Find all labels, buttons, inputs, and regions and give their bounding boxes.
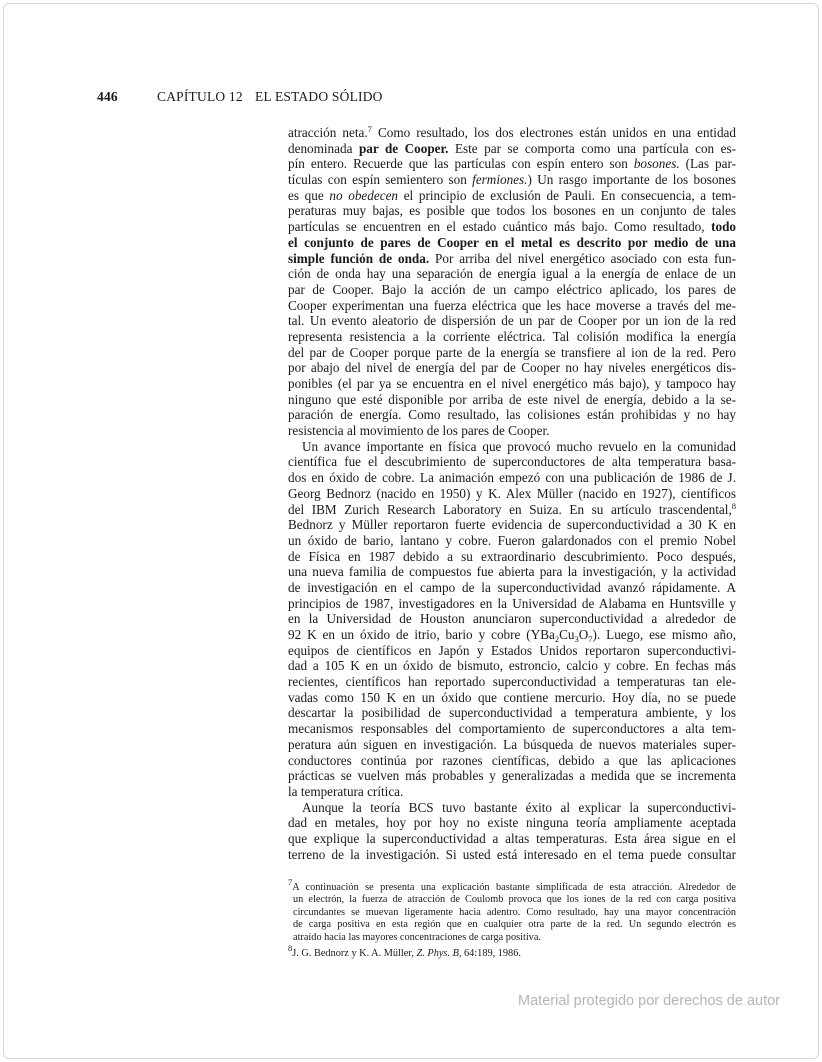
- italic-text: fermiones.: [472, 172, 528, 188]
- text-run: O: [578, 627, 589, 642]
- text-line: [288, 705, 736, 721]
- text-line: [288, 784, 736, 800]
- text-run: científica fue el descubrimiento de superconductores de alta temperatura basa-: [288, 454, 736, 470]
- text-run: de investigación en el campo de la superconductividad avanzó rápidamente. A: [288, 579, 736, 595]
- text-run: atracción neta.: [288, 125, 368, 140]
- text-run: mecanismos responsables del comportamiento de superconductores a alta tem-: [288, 721, 736, 737]
- text-run: principios de 1987, investigadores en la Universidad de Alabama en Huntsville y: [288, 595, 736, 611]
- text-line: [288, 611, 736, 627]
- text-line: [288, 454, 736, 470]
- text-line: [288, 627, 736, 643]
- subscript: 2: [554, 634, 560, 644]
- bold-text: el conjunto de pares de Cooper en el metal es descrito por medio de una: [288, 234, 736, 250]
- text-run: dos en óxido de cobre. La animación empezó con una publicación de 1986 de J.: [288, 470, 736, 486]
- text-line: [288, 282, 736, 298]
- body-text: [288, 125, 736, 862]
- text-run: atraído hacia las mayores concentraciones de carga positiva.: [293, 931, 541, 943]
- footnote-marker: 7: [288, 877, 293, 887]
- text-run: partículas se encuentren en el estado cuántico más bajo. Como resultado,: [288, 219, 712, 235]
- text-line: [288, 502, 736, 518]
- text-line: [288, 517, 736, 533]
- text-line: [288, 203, 736, 219]
- text-line: [288, 172, 736, 188]
- text-line: [288, 423, 736, 439]
- text-line: [288, 737, 736, 753]
- footnote-marker: 7: [367, 124, 372, 134]
- text-line: [288, 329, 736, 345]
- text-run: paración de energía. Como resultado, las colisiones están prohibidas y no hay: [288, 407, 736, 423]
- text-line: [288, 800, 736, 816]
- page-number: 446: [97, 89, 118, 104]
- text-run: representa resistencia a la corriente eléctrica. Tal colisión modifica la energía: [288, 328, 736, 344]
- subscript: 7: [588, 634, 593, 644]
- text-run: tículas con espín semientero son: [288, 172, 473, 188]
- text-line: [288, 690, 736, 706]
- text-run: del par de Cooper porque parte de la energía se transfiere al ion de la red. Pero: [288, 344, 736, 360]
- text-run: Bednorz y Müller reportaron fuerte evidencia de superconductividad a 30 K en: [288, 517, 736, 533]
- text-run: circundantes se muevan ligeramente hacia adentro. Como resultado, hay una mayor concentración: [293, 906, 736, 918]
- text-line: [288, 360, 736, 376]
- text-run: un óxido de bario, lantano y cobre. Fueron galardonados con el premio Nobel: [288, 532, 736, 548]
- text-line: [288, 376, 736, 392]
- text-line: [288, 219, 736, 235]
- text-line: [288, 156, 736, 172]
- text-run: un electrón, la fuerza de atracción de Coulomb provoca que los iones de la red con carga positiva: [293, 894, 736, 906]
- text-run: par de Cooper. Bajo la acción de un campo eléctrico aplicado, los pares de: [288, 281, 736, 297]
- text-run: ninguno que esté disponible por arriba de este nivel de energía, debido a la se-: [288, 391, 736, 407]
- footnote-line: [288, 894, 736, 906]
- text-line: [288, 549, 736, 565]
- text-run: Como resultado, los dos electrones están unidos en una entidad: [371, 125, 736, 140]
- text-run: A continuación se presenta una explicación bastante simplificada de esta atracción. Alrededor de: [292, 882, 736, 893]
- text-line: [288, 486, 736, 502]
- footnotes: [288, 877, 736, 960]
- text-run: del IBM Zurich Research Laboratory en Suiza. En su artículo trascendental,: [288, 501, 732, 517]
- text-run: recientes, científicos han reportado superconductividad a temperaturas tan ele-: [288, 674, 736, 690]
- text-line: [288, 721, 736, 737]
- bold-text: simple función de onda.: [288, 250, 430, 266]
- text-run: equipos de científicos en Japón y Estados Unidos reportaron superconductivi-: [288, 642, 736, 658]
- footnote-line: [288, 907, 736, 919]
- text-run: ). Luego, ese mismo año,: [592, 627, 736, 642]
- text-line: [288, 643, 736, 659]
- text-line: [288, 815, 736, 831]
- text-line: [288, 298, 736, 314]
- text-line: [288, 470, 736, 486]
- footnote-line: [288, 942, 736, 960]
- text-line: [288, 251, 736, 267]
- italic-text: Z. Phys. B,: [416, 947, 462, 959]
- text-run: ción de onda hay una separación de energía igual a la energía de enlace de un: [288, 266, 736, 282]
- text-line: [288, 580, 736, 596]
- bold-text: todo: [711, 219, 736, 235]
- text-run: de Física en 1987 debido a su extraordinario descubrimiento. Poco después,: [288, 548, 736, 564]
- text-line: [288, 266, 736, 282]
- text-run: J. G. Bednorz y K. A. Müller,: [292, 947, 417, 959]
- footnote-line: [288, 932, 736, 944]
- text-run: dad en metales, hoy por hoy no existe ninguna teoría ampliamente aceptada: [288, 815, 736, 831]
- text-run: es que: [288, 187, 330, 203]
- text-run: 92 K en un óxido de itrio, bario y cobre (YBa: [288, 627, 555, 642]
- italic-text: bosones.: [633, 156, 680, 172]
- text-line: [288, 831, 736, 847]
- text-run: el principio de exclusión de Pauli. En consecuencia, a tem-: [398, 187, 736, 203]
- text-run: terreno de la investigación. Si usted está interesado en el tema puede consultar: [288, 846, 736, 862]
- text-line: [288, 407, 736, 423]
- text-run: Este par se comporta como una partícula con es-: [448, 140, 736, 156]
- text-run: (Las par-: [679, 156, 736, 172]
- text-run: Por arriba del nivel energético asociado con esta fun-: [429, 250, 736, 266]
- text-run: tal. Un evento aleatorio de dispersión de un par de Cooper por un ion de la red: [288, 313, 736, 329]
- text-line: [288, 345, 736, 361]
- text-run: que explique la superconductividad a altas temperaturas. Esta área sigue en el: [288, 830, 736, 846]
- text-run: Cu: [559, 627, 575, 642]
- section-title: EL ESTADO SÓLIDO: [255, 89, 383, 104]
- text-run: por abajo del nivel de energía del par de Cooper no hay niveles energéticos dis-: [288, 360, 736, 376]
- text-line: [288, 564, 736, 580]
- text-line: [288, 141, 736, 157]
- footnote-marker: 8: [288, 942, 293, 953]
- text-run: la temperatura crítica.: [288, 783, 404, 799]
- text-run: conductores continúa por razones científicas, debido a que las aplicaciones: [288, 752, 736, 768]
- text-run: Aunque la teoría BCS tuvo bastante éxito al explicar la superconductivi-: [302, 799, 736, 815]
- text-line: [288, 674, 736, 690]
- italic-text: no obedecen: [329, 187, 399, 203]
- footnote-line: [288, 877, 736, 894]
- text-run: peraturas muy bajas, es posible que todos los bosones en un conjunto de tales: [288, 203, 736, 219]
- text-run: Georg Bednorz (nacido en 1950) y K. Alex Müller (nacido en 1927), científicos: [288, 485, 736, 501]
- text-line: [288, 658, 736, 674]
- text-run: de carga positiva en esta región que en cualquier otra parte de la red. Un segundo electrón es: [293, 919, 736, 931]
- chapter-label: CAPÍTULO 12: [157, 89, 243, 104]
- text-run: 64:189, 1986.: [461, 947, 521, 959]
- text-run: Un avance importante en física que provocó mucho revuelo en la comunidad: [302, 438, 736, 454]
- subscript: 3: [574, 634, 579, 644]
- text-run: en la Universidad de Houston anunciaron superconductividad a alrededor de: [288, 611, 736, 627]
- copyright-watermark: Material protegido por derechos de autor: [518, 993, 780, 1009]
- text-run: ponibles (el par ya se encuentra en el nivel energético más bajo), y tampoco hay: [288, 376, 736, 391]
- text-line: [288, 392, 736, 408]
- text-run: resistencia al movimiento de los pares de Cooper.: [288, 423, 550, 439]
- text-line: [288, 768, 736, 784]
- footnote-line: [288, 919, 736, 931]
- text-line: [288, 188, 736, 204]
- text-run: prácticas se vuelven más probables y generalizadas a medida que se incrementa: [288, 768, 736, 784]
- text-run: peratura aún siguen en investigación. La búsqueda de nuevos materiales super-: [288, 736, 736, 752]
- text-run: dad a 105 K en un óxido de bismuto, estroncio, calcio y cobre. En fechas más: [288, 658, 736, 674]
- text-line: [288, 596, 736, 612]
- text-run: pín entero. Recuerde que las partículas con espín entero son: [288, 156, 634, 172]
- text-line: [288, 313, 736, 329]
- footnote-marker: 8: [731, 500, 736, 511]
- text-line: [288, 847, 736, 863]
- text-run: una nueva familia de compuestos fue abierta para la investigación, y la actividad: [288, 564, 736, 580]
- text-run: denominada: [288, 140, 359, 156]
- text-line: [288, 753, 736, 769]
- text-run: descartar la posibilidad de superconductividad a temperatura ambiente, y los: [288, 705, 736, 721]
- text-line: [288, 533, 736, 549]
- text-run: Cooper experimentan una fuerza eléctrica que les hace moverse a través del me-: [288, 297, 736, 313]
- text-line: [288, 439, 736, 455]
- text-line: [288, 235, 736, 251]
- bold-text: par de Cooper.: [358, 140, 449, 156]
- text-run: vadas como 150 K en un óxido que contiene mercurio. Hoy día, no se puede: [288, 689, 736, 705]
- text-run: ) Un rasgo importante de los bosones: [527, 172, 737, 188]
- text-line: [288, 125, 736, 141]
